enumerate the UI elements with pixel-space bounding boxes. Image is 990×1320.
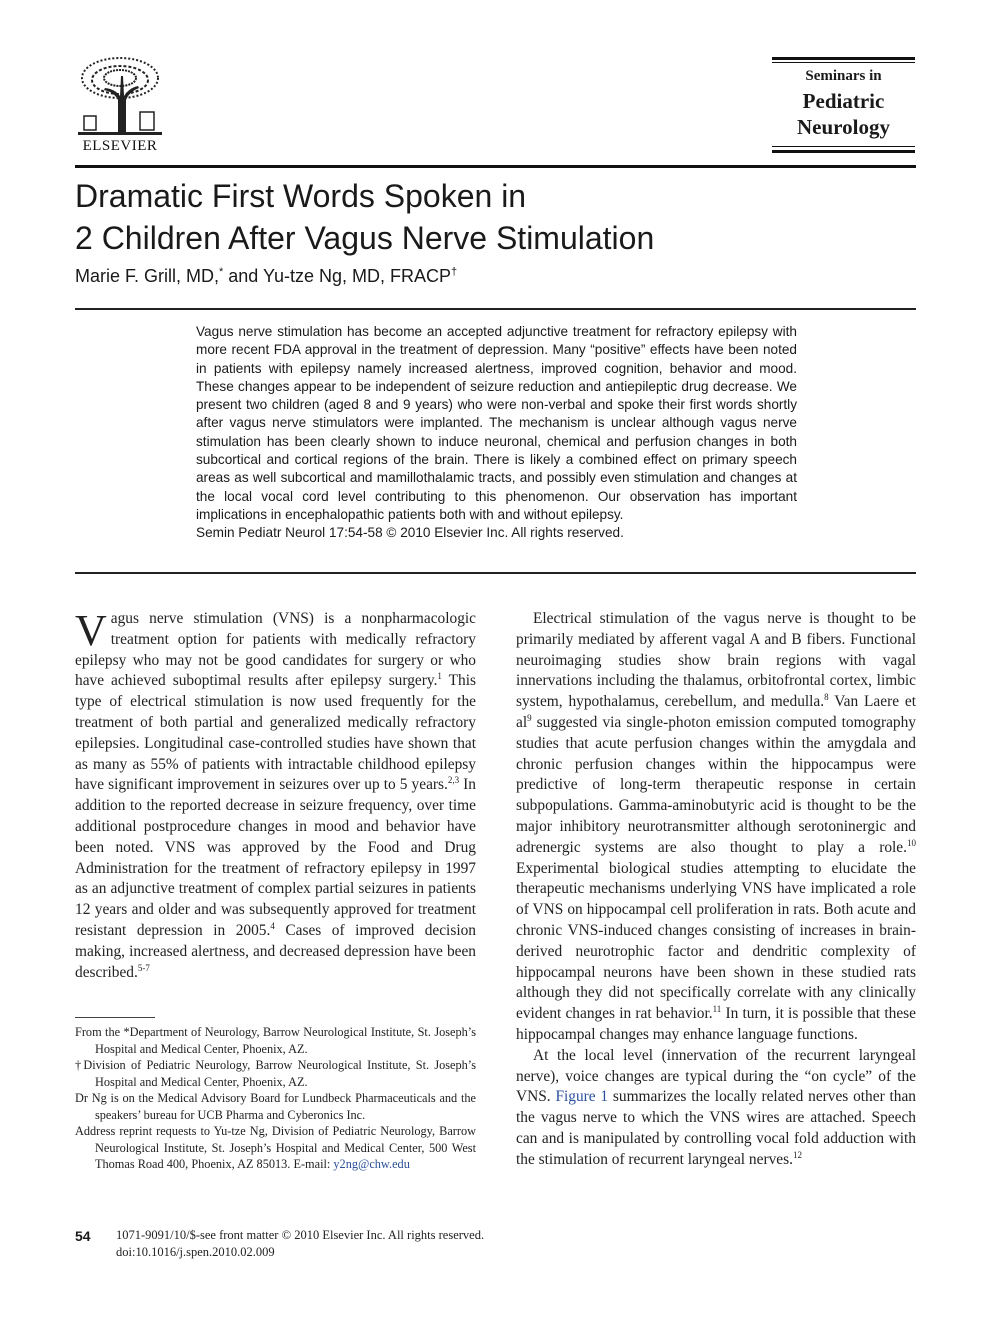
paragraph-text: Van Laere et al bbox=[516, 693, 917, 731]
paragraph-text: At the local level (innervation of the recurrent laryngeal nerve), voice changes are typical during the “on cycle” of the VNS. bbox=[516, 1046, 916, 1106]
reference-link[interactable]: 12 bbox=[792, 1149, 802, 1160]
reference-link[interactable]: 8 bbox=[824, 692, 829, 703]
paragraph-text: suggested via single-photon emission computed tomography studies that acute perfusion changes within the amygdala and chronic perfusion changes within the hippocampus were predictive of long-term therapeutic response in certain subpopulations. Gamma-aminobutyric acid is thought to be the major inhibitory neurotransmitter although serotoninergic and adrenergic systems are also thought to play a role. bbox=[516, 713, 916, 856]
reference-link[interactable]: 10 bbox=[907, 837, 916, 848]
paragraph-text: Experimental biological studies attempting to elucidate the therapeutic mechanisms underlying VNS have implicated a role of VNS on hippocampal cell proliferation in rats. Both acute and chronic VNS-induced changes consisting of increases in brain-derived neurotrophic factor and dendritic complexity of hippocampal neurons have been shown in these studied rats although they did not specifically correlate with any clinically evident changes in rat behavior. bbox=[516, 859, 916, 1023]
title-line1: Dramatic First Words Spoken in bbox=[75, 178, 527, 214]
footnote-rule bbox=[75, 1017, 155, 1018]
reference-link[interactable]: 5-7 bbox=[137, 962, 150, 973]
paragraph bbox=[516, 1046, 916, 1171]
journal-rule-top bbox=[772, 57, 915, 60]
abstract-rule-bottom bbox=[75, 572, 916, 574]
paragraph-text: Cases of improved decision making, increased alertness, and decreased depression have been described. bbox=[75, 921, 476, 981]
body-column-right bbox=[516, 609, 916, 1171]
footnote-text: Address reprint requests to Yu-tze Ng, Division of Pediatric Neurology, Barrow Neurological Institute, St. Joseph’s Hospital and Medical Center, 500 West Thomas Road 400, Phoenix, AZ 85013. E-mail: bbox=[75, 1124, 476, 1171]
journal-name-line2: Neurology bbox=[797, 115, 890, 139]
publisher-name: ELSEVIER bbox=[82, 138, 158, 154]
reference-link[interactable]: 2,3 bbox=[447, 775, 460, 786]
abstract bbox=[196, 323, 797, 543]
footnotes bbox=[75, 1024, 476, 1173]
paragraph bbox=[75, 606, 477, 983]
paragraph-text: agus nerve stimulation (VNS) is a nonpharmacologic treatment option for patients with medically refractory epilepsy who may not be good candidates for surgery or who have achieved suboptimal results after epilepsy surgery. bbox=[75, 610, 476, 690]
journal-rule-bottom bbox=[772, 150, 915, 153]
reference-link[interactable]: 9 bbox=[527, 712, 532, 723]
paragraph-text: Electrical stimulation of the vagus nerve is thought to be primarily mediated by afferent vagal A and B fibers. Functional neuroimaging studies show brain regions with vagal innervations including the thalamus, orbitofrontal cortex, limbic system, hypothalamus, cerebellum, and medulla. bbox=[516, 610, 916, 711]
abstract-text: Vagus nerve stimulation has become an accepted adjunctive treatment for refractory epilepsy with more recent FDA approval in the treatment of depression. Many “positive” effects have been noted in patients with epilepsy namely increased alertness, improved cognition, behavior and mood. These changes appear to be independent of seizure reduction and antiepileptic drug decrease. We present two children (aged 8 and 9 years) who were non-verbal and spoke their first words shortly after vagus nerve stimulators were implanted. The mechanism is unclear although vagus nerve stimulation has been clearly shown to induce neuronal, chemical and perfusion changes in both subcortical and cortical regions of the brain. There is likely a combined effect on primary speech areas as well subcortical and mamillothalamic tracts, and possibly even stimulation and changes at the local vocal cord level contributing to this phenomenon. Our observation has important implications in encephalopathic patients both with and without epilepsy. bbox=[196, 324, 797, 522]
author2-affiliation-mark: † bbox=[451, 266, 458, 278]
article-title bbox=[75, 175, 915, 259]
footnote: Dr Ng is on the Medical Advisory Board for Lundbeck Pharmaceuticals and the speakers’ bureau for UCB Pharma and Cyberonics Inc. bbox=[75, 1091, 476, 1122]
reference-link[interactable]: 11 bbox=[712, 1004, 722, 1015]
paragraph-text: summarizes the locally related nerves other than the vagus nerve to which the VNS wires are attached. Speech can and is manipulated by controlling vocal fold adduction with the stimulation of recurrent laryngeal nerves. bbox=[516, 1088, 916, 1168]
paragraph-text: This type of electrical stimulation is now used frequently for the treatment of both partial and generalized medically refractory epilepsies. Longitudinal case-controlled studies have shown that as many as 55% of patients with intractable childhood epilepsy have significant improvement in seizures over up to 5 years. bbox=[75, 672, 476, 794]
elsevier-logo bbox=[74, 56, 166, 156]
header-rule bbox=[75, 165, 916, 168]
reference-link[interactable]: 4 bbox=[270, 920, 275, 931]
page-number: 54 bbox=[75, 1228, 91, 1244]
journal-rule-bottom-thin bbox=[772, 146, 915, 147]
figure-link[interactable]: Figure 1 bbox=[555, 1088, 609, 1106]
journal-series: Seminars in bbox=[805, 68, 882, 84]
author1-affiliation-mark: * bbox=[219, 266, 224, 278]
doi-link[interactable]: doi:10.1016/j.spen.2010.02.009 bbox=[116, 1245, 275, 1259]
title-line2: 2 Children After Vagus Nerve Stimulation bbox=[75, 220, 655, 256]
journal-name-box bbox=[772, 57, 915, 153]
paragraph bbox=[516, 609, 916, 1046]
footnote: †Division of Pediatric Neurology, Barrow Neurological Institute, St. Joseph’s Hospital and Medical Center, Phoenix, AZ. bbox=[75, 1058, 476, 1089]
journal-name-line1: Pediatric bbox=[802, 89, 885, 113]
tree-logo-icon bbox=[74, 56, 166, 136]
email-link[interactable]: y2ng@chw.edu bbox=[333, 1157, 410, 1171]
paragraph-text: In turn, it is possible that these hippocampal changes may enhance language functions. bbox=[516, 1005, 916, 1043]
footnote: From the *Department of Neurology, Barrow Neurological Institute, St. Joseph’s Hospital and Medical Center, Phoenix, AZ. bbox=[75, 1025, 476, 1056]
author-list bbox=[75, 266, 457, 287]
abstract-rule-top bbox=[75, 308, 916, 310]
copyright-line: 1071-9091/10/$-see front matter © 2010 Elsevier Inc. All rights reserved. bbox=[116, 1228, 485, 1242]
author2: and Yu-tze Ng, MD, FRACP bbox=[223, 266, 452, 286]
citation-line: Semin Pediatr Neurol 17:54-58 © 2010 Elsevier Inc. All rights reserved. bbox=[196, 525, 624, 541]
author1: Marie F. Grill, MD, bbox=[75, 266, 219, 286]
paragraph-text: In addition to the reported decrease in seizure frequency, over time additional postprocedure changes in mood and behavior have been noted. VNS was approved by the Food and Drug Administration for the treatment of refractory epilepsy in 1997 as an adjunctive treatment of complex partial seizures in patients 12 years and older and was subsequently approved for treatment resistant depression in 2005. bbox=[75, 776, 477, 939]
journal-rule-top-thin bbox=[772, 62, 915, 63]
body-column-left bbox=[75, 606, 477, 983]
footnote bbox=[75, 1123, 476, 1173]
reference-link[interactable]: 1 bbox=[437, 671, 442, 682]
drop-cap: V bbox=[75, 606, 107, 655]
